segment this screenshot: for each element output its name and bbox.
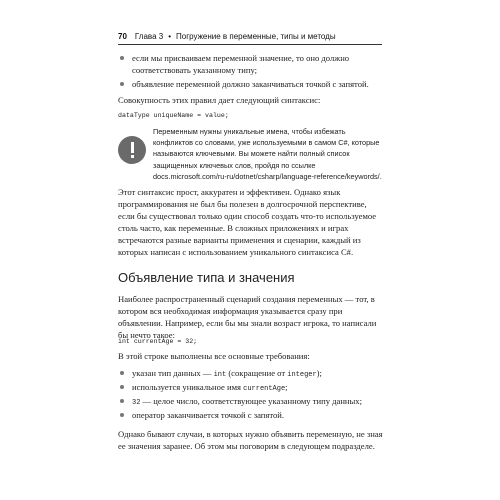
section-title: Объявление типа и значения <box>118 270 295 285</box>
list-item-text: указан тип данных — int (сокращение от integer); <box>132 368 322 379</box>
bullet-dot-icon <box>120 399 124 403</box>
chapter-title: Погружение в переменные, типы и методы <box>176 32 336 41</box>
info-exclamation-icon <box>118 136 146 164</box>
syntax-code: dataType uniqueName = value; <box>118 112 229 119</box>
bullet-dot-icon <box>120 371 124 375</box>
paragraph-2: Наиболее распространенный сценарий создания переменных — тот, в котором вся необходимая информация указывается сразу при объявлении. Например, если бы мы знали возраст игрока, то написали бы нечто такое: <box>118 294 377 340</box>
bullet-dot-icon <box>120 385 124 389</box>
bullet-dot-icon <box>120 413 124 417</box>
list-item-text: используется уникальное имя currentAge; <box>132 382 288 393</box>
paragraph-1: Этот синтаксис прост, аккуратен и эффективен. Однако язык программирования не был бы полезен в долгосрочной перспективе, если бы существовал только один способ создать что-то используемое столь часто, как переменные. В сложных приложениях и играх встречаются разные варианты применения и сценарии, каждый из которых написан с использованием уникального синтаксиса C#. <box>118 187 377 257</box>
list-item-text: если мы присваиваем переменной значение, то оно должно соответствовать указанному типу; <box>132 53 350 75</box>
bullet-dot-icon <box>120 56 124 60</box>
paragraph-3: Однако бывают случаи, в которых нужно объявить переменную, не зная ее значения заранее. Об этом мы поговорим в следующем подразделе. <box>118 429 383 451</box>
list-item-text: оператор заканчивается точкой с запятой. <box>132 410 285 420</box>
chapter-label: Глава 3 <box>134 32 164 41</box>
example-code: int currentAge = 32; <box>118 338 198 345</box>
running-header <box>118 30 382 43</box>
header-separator: • <box>168 32 171 41</box>
list-item-text: объявление переменной должно заканчиваться точкой с запятой. <box>132 79 369 89</box>
requirements-intro: В этой строке выполнены все основные требования: <box>118 351 310 361</box>
note-text: Переменным нужны уникальные имена, чтобы избежать конфликтов со словами, уже используемыми в самом C#, которые называются ключевыми. Вы можете найти полный список защищенных ключевых слов, пройдя по ссылке docs.microsoft.com/ru-ru/dotnet/csharp/language-reference/keywords/. <box>153 127 382 181</box>
bullet-dot-icon <box>120 82 124 86</box>
syntax-intro: Совокупность этих правил дает следующий синтаксис: <box>118 95 321 105</box>
page-number: 70 <box>118 32 127 41</box>
list-item-text: 32 — целое число, соответствующее указанному типу данных; <box>132 396 362 407</box>
header-rule <box>118 44 382 45</box>
